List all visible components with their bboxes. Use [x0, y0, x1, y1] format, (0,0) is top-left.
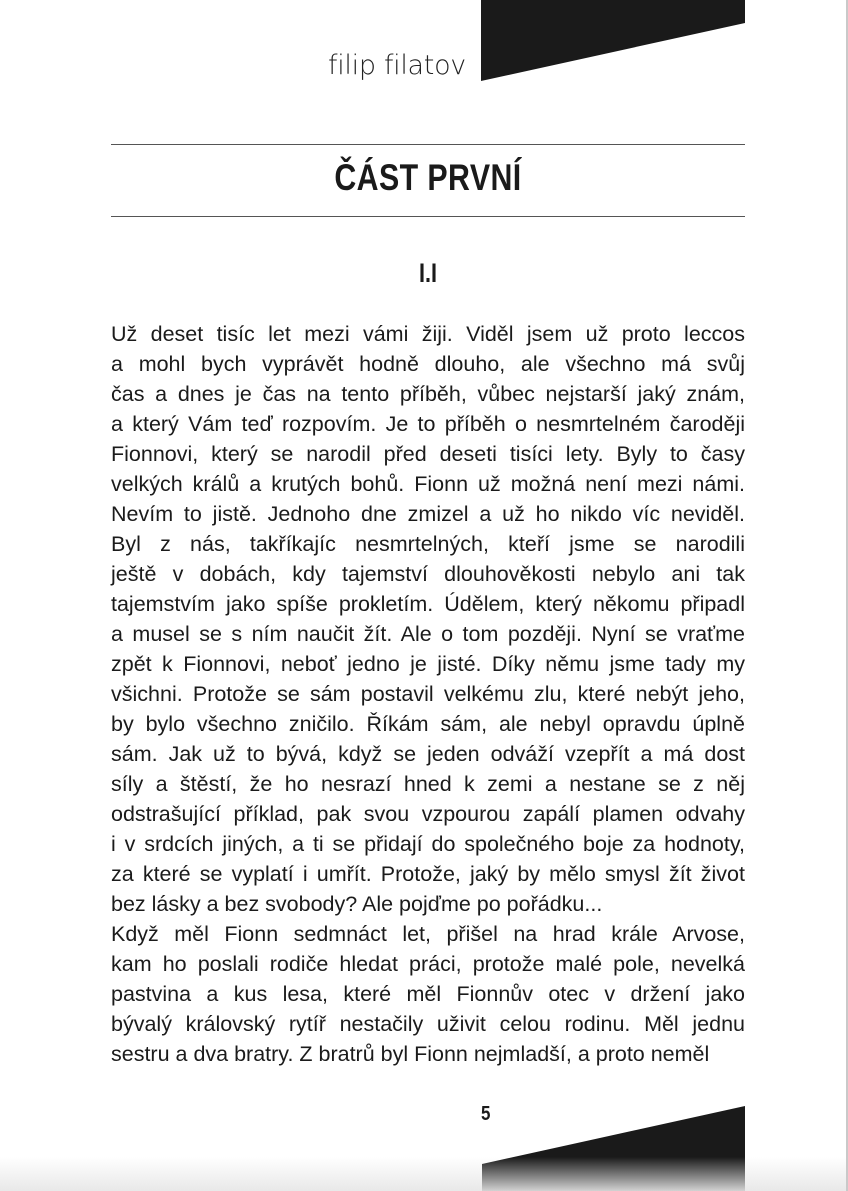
text-line: kam ho poslali rodiče hledat práci, protože malé pole, nevelká — [111, 952, 745, 976]
text-line: za které se vyplatí i umřít. Protože, jaký by mělo smysl žít život — [111, 862, 745, 886]
text-line: všichni. Protože se sám postavil velkému zlu, které nebýt jeho, — [111, 682, 745, 706]
author-name: filip filatov — [328, 50, 466, 81]
text-line: sestru a dva bratry. Z bratrů byl Fionn nejmladší, a proto neměl — [111, 1042, 710, 1066]
header-decorative-shape — [481, 0, 745, 81]
text-line: Když měl Fionn sedmnáct let, přišel na hrad krále Arvose, — [111, 922, 745, 946]
text-line: by bylo všechno zničilo. Říkám sám, ale nebyl opravdu úplně — [111, 712, 745, 736]
text-line: Už deset tisíc let mezi vámi žiji. Viděl jsem už proto leccos — [111, 322, 745, 346]
page-number: 5 — [481, 1103, 491, 1125]
text-line: odstrašující příklad, pak svou vzpourou zapálí plamen odvahy — [111, 802, 745, 826]
text-line: síly a štěstí, že ho nesrazí hned k zemi a nestane se z něj — [111, 772, 745, 796]
text-line: a mohl bych vyprávět hodně dlouho, ale všechno má svůj — [111, 352, 745, 376]
text-line: Nevím to jistě. Jednoho dne zmizel a už ho nikdo víc neviděl. — [111, 502, 745, 526]
text-line: Byl z nás, takříkajíc nesmrtelných, kteří jsme se narodili — [111, 532, 745, 556]
footer-decorative-shape — [482, 1106, 745, 1191]
text-line: Fionnovi, který se narodil před deseti tisíci lety. Byly to časy — [111, 442, 745, 466]
text-line: ještě v dobách, kdy tajemství dlouhověkosti nebylo ani tak — [111, 562, 745, 586]
header-shape-polygon — [481, 0, 745, 81]
title-rule-bottom — [111, 216, 745, 217]
text-line: pastvina a kus lesa, které měl Fionnův otec v držení jako — [111, 982, 745, 1006]
text-line: bývalý královský rytíř nestačily uživit celou rodinu. Měl jednu — [111, 1012, 745, 1036]
text-line: a musel se s ním naučit žít. Ale o tom později. Nyní se vraťme — [111, 622, 745, 646]
title-rule-top — [111, 144, 745, 145]
part-title: ČÁST PRVNÍ — [334, 157, 522, 198]
paragraph — [111, 919, 745, 1069]
paragraph — [111, 319, 745, 919]
text-line: zpět k Fionnovi, neboť jedno je jisté. Díky němu jsme tady my — [111, 652, 745, 676]
text-line: čas a dnes je čas na tento příběh, vůbec nejstarší jaký znám, — [111, 382, 745, 406]
text-line: bez lásky a bez svobody? Ale pojďme po pořádku... — [111, 892, 603, 916]
text-line: i v srdcích jiných, a ti se přidají do společného boje za hodnoty, — [111, 832, 745, 856]
text-line: sám. Jak už to bývá, když se jeden odváží vzepřít a má dost — [111, 742, 745, 766]
footer-shape-polygon — [482, 1106, 745, 1191]
text-line: a který Vám teď rozpovím. Je to příběh o nesmrtelném čaroději — [111, 412, 745, 436]
body-text — [111, 319, 745, 1069]
chapter-title: I.I — [418, 258, 437, 288]
text-line: tajemstvím jako spíše prokletím. Údělem, který někomu připadl — [111, 592, 745, 616]
text-line: velkých králů a krutých bohů. Fionn už možná není mezi námi. — [111, 472, 745, 496]
